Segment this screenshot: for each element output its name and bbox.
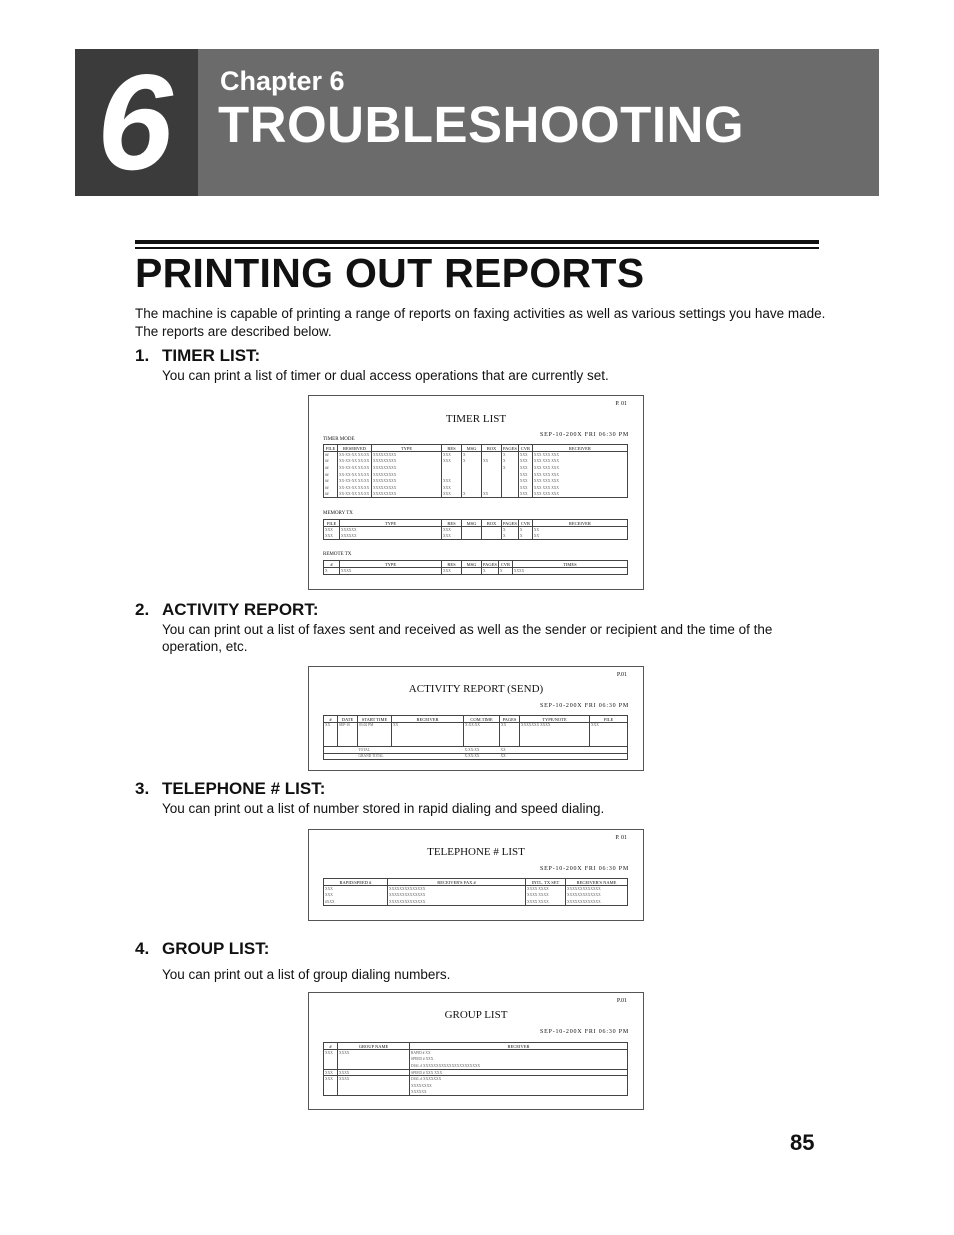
table-cell: SPEED # XXX bbox=[410, 1056, 628, 1063]
table-cell: XXXXXX bbox=[410, 1089, 628, 1096]
item-description: You can print out a list of number stored in rapid dialing and speed dialing. bbox=[162, 801, 605, 816]
telephone-table bbox=[323, 878, 628, 906]
table-cell: X bbox=[462, 458, 482, 465]
report-date: SEP-10-200X FRI 06:30 PM bbox=[539, 703, 629, 709]
table-cell: XX-XX-XX XX:XX bbox=[338, 491, 372, 498]
table-row bbox=[324, 886, 628, 893]
table-cell: XXXXXX bbox=[340, 527, 442, 534]
table-cell bbox=[502, 478, 519, 485]
column-header: PAGES bbox=[503, 520, 517, 526]
item-title: GROUP LIST: bbox=[162, 939, 270, 958]
report-title: TIMER LIST bbox=[445, 413, 507, 425]
chapter-title: TROUBLESHOOTING bbox=[218, 96, 744, 153]
table-cell: SPEED # XXX XXX bbox=[410, 1069, 628, 1076]
column-header: INTL. TX SET bbox=[526, 879, 566, 886]
table-cell bbox=[324, 1082, 338, 1089]
table-cell: XXX XXX XXX bbox=[532, 484, 627, 491]
column-header: MSG bbox=[462, 445, 482, 452]
table-cell: X bbox=[324, 568, 340, 575]
table-cell: XX bbox=[532, 533, 627, 540]
table-cell: XXX bbox=[324, 886, 388, 893]
table-cell: TOTAL bbox=[358, 747, 392, 754]
table-row bbox=[324, 471, 628, 478]
table-row bbox=[324, 1050, 628, 1057]
table-cell: ## bbox=[324, 491, 338, 498]
table-row bbox=[324, 723, 628, 747]
report-title: ACTIVITY REPORT (SEND) bbox=[408, 683, 544, 695]
table-row bbox=[324, 1056, 628, 1063]
table-cell bbox=[482, 533, 502, 540]
report-date: SEP-10-200X FRI 06:30 PM bbox=[539, 1029, 629, 1035]
table-cell: XX-XX-XX XX:XX bbox=[338, 484, 372, 491]
table-row bbox=[324, 899, 628, 906]
table-cell bbox=[442, 471, 462, 478]
table-cell: XXXX bbox=[338, 1050, 410, 1057]
column-header: TYPE bbox=[340, 520, 442, 527]
table-row bbox=[324, 1082, 628, 1089]
table-cell: XXX bbox=[442, 491, 462, 498]
report-title: TELEPHONE # LIST bbox=[427, 846, 525, 858]
table-cell: XXX XXX XXX bbox=[532, 458, 627, 465]
table-cell: XXXX XXXX bbox=[526, 899, 566, 906]
table-cell bbox=[462, 533, 482, 540]
table-cell bbox=[462, 484, 482, 491]
table-cell: X bbox=[498, 568, 512, 575]
table-cell bbox=[324, 1063, 338, 1070]
table-cell: ## bbox=[324, 478, 338, 485]
table-cell: GRAND TOTAL bbox=[358, 753, 392, 760]
table-cell: XXXX XXXX bbox=[526, 892, 566, 899]
table-cell: XXXXXXXXX bbox=[372, 465, 442, 472]
column-header: CVR bbox=[498, 561, 512, 568]
table-cell: XX-XX-XX XX:XX bbox=[338, 458, 372, 465]
table-cell: XXXXXXXXX bbox=[372, 491, 442, 498]
column-header: RES bbox=[442, 445, 462, 452]
table-row bbox=[324, 1076, 628, 1083]
column-header: CVR bbox=[518, 445, 532, 452]
column-header: TYPE bbox=[372, 445, 442, 452]
table-cell bbox=[482, 478, 502, 485]
report-page: P. 01 bbox=[615, 835, 627, 841]
table-cell: XXX bbox=[442, 533, 462, 540]
memory-tx-table bbox=[323, 519, 628, 540]
table-cell bbox=[324, 1089, 338, 1096]
column-header: MSG bbox=[462, 561, 482, 568]
table-cell: XXX bbox=[518, 465, 532, 472]
table-cell: #XXX bbox=[324, 899, 388, 906]
table-cell bbox=[482, 527, 502, 534]
table-cell: XXXXXXXX bbox=[410, 1082, 628, 1089]
table-cell: XXX bbox=[324, 892, 388, 899]
column-header: RES bbox=[442, 561, 462, 568]
table-cell: XXXX bbox=[338, 1069, 410, 1076]
table-cell: X bbox=[518, 527, 532, 534]
table-cell: XXXX bbox=[338, 1076, 410, 1083]
column-header: GROUP NAME bbox=[338, 1043, 410, 1050]
column-header: # bbox=[324, 561, 340, 568]
table-cell: XX-XX-XX XX:XX bbox=[338, 471, 372, 478]
table-cell: 03:02 PM bbox=[358, 723, 392, 747]
table-cell bbox=[462, 527, 482, 534]
table-row bbox=[324, 1063, 628, 1070]
table-row bbox=[324, 533, 628, 540]
table-cell: XX bbox=[500, 747, 520, 754]
table-cell: XXX XXX XXX bbox=[532, 452, 627, 459]
table-cell: XXX bbox=[518, 484, 532, 491]
report-page: P.01 bbox=[616, 672, 627, 678]
table-cell: XXX bbox=[324, 533, 340, 540]
column-header: MSG bbox=[462, 520, 482, 527]
table-cell: XXX XXX XXX bbox=[532, 491, 627, 498]
column-header: BOX bbox=[482, 445, 502, 452]
table-cell: XXX bbox=[442, 568, 462, 575]
table-cell: XXX bbox=[442, 484, 462, 491]
table-cell: XXX bbox=[518, 478, 532, 485]
table-cell: XXXXXXXXXXXXXX bbox=[388, 886, 526, 893]
timer-mode-label: TIMER MODE bbox=[323, 437, 355, 442]
table-row bbox=[324, 527, 628, 534]
table-cell: XXXXXXXXXXXXX bbox=[566, 899, 628, 906]
column-header: # bbox=[324, 1043, 338, 1050]
table-cell: X:XX:XX bbox=[464, 723, 500, 747]
column-header: PAGES bbox=[500, 716, 520, 723]
table-cell: X bbox=[502, 533, 519, 540]
table-cell bbox=[502, 484, 519, 491]
table-cell bbox=[482, 471, 502, 478]
table-cell: XXX bbox=[324, 527, 340, 534]
table-cell: XX bbox=[500, 753, 520, 760]
report-page: P. 01 bbox=[615, 401, 627, 407]
column-header: RECEIVER'S NAME bbox=[566, 879, 628, 886]
column-header: DATE bbox=[338, 716, 358, 723]
table-cell: XXX bbox=[442, 478, 462, 485]
column-header: RECEIVER'S FAX # bbox=[388, 879, 526, 886]
table-cell: XX-XX-XX XX:XX bbox=[338, 465, 372, 472]
table-cell bbox=[462, 471, 482, 478]
table-cell: XXX XXX XXX bbox=[532, 478, 627, 485]
table-cell bbox=[462, 568, 482, 575]
column-header: FILE bbox=[590, 716, 628, 723]
section-rule bbox=[135, 240, 819, 244]
column-header: TYPE bbox=[340, 561, 442, 568]
table-cell: XXXXXXXXX bbox=[372, 471, 442, 478]
column-header: BOX bbox=[482, 520, 502, 527]
column-header: RESERVED bbox=[338, 445, 372, 452]
table-cell: X bbox=[502, 465, 519, 472]
memory-tx-label: MEMORY TX bbox=[323, 511, 353, 516]
table-cell bbox=[520, 753, 590, 760]
item-number: 2. bbox=[135, 600, 150, 619]
table-cell: XX bbox=[482, 458, 502, 465]
table-cell: XXXXXXXXX bbox=[372, 452, 442, 459]
chapter-title-box bbox=[198, 49, 879, 196]
table-cell: ## bbox=[324, 484, 338, 491]
total-row bbox=[324, 753, 628, 760]
table-cell: XXXXXXXXXXXXXX bbox=[388, 892, 526, 899]
item-heading-telephone-list bbox=[135, 779, 325, 799]
table-cell: XXX bbox=[324, 1050, 338, 1057]
section-rule-thin bbox=[135, 247, 819, 249]
column-header: RES bbox=[442, 520, 462, 527]
table-row bbox=[324, 892, 628, 899]
column-header: FILE bbox=[324, 445, 338, 452]
total-row bbox=[324, 747, 628, 754]
item-description: You can print out a list of faxes sent and received as well as the sender or recipient and the time of the operation, etc. bbox=[162, 622, 773, 654]
item-title: TIMER LIST: bbox=[162, 346, 261, 365]
table-cell bbox=[338, 753, 358, 760]
table-cell: XXX bbox=[442, 458, 462, 465]
group-table bbox=[323, 1042, 628, 1096]
table-cell bbox=[502, 471, 519, 478]
timer-list-report bbox=[308, 395, 644, 590]
table-cell: X bbox=[518, 533, 532, 540]
telephone-list-report bbox=[308, 829, 644, 921]
table-cell: X bbox=[462, 452, 482, 459]
table-cell: ## bbox=[324, 465, 338, 472]
table-cell: XXXX XXXX bbox=[526, 886, 566, 893]
table-cell: XX bbox=[482, 491, 502, 498]
table-cell bbox=[338, 1089, 410, 1096]
table-row bbox=[324, 568, 628, 575]
table-cell: ## bbox=[324, 452, 338, 459]
table-cell: XXX bbox=[324, 1069, 338, 1076]
column-header: RECEIVER bbox=[532, 520, 627, 527]
column-header: RAPID/SPEED # bbox=[324, 879, 388, 886]
table-cell: XXXXXXXXX bbox=[372, 458, 442, 465]
table-cell: XXX bbox=[518, 491, 532, 498]
column-header: COM.TIME bbox=[464, 716, 500, 723]
table-cell: XXXXXXX XXXX bbox=[520, 723, 590, 747]
column-header: START TIME bbox=[358, 716, 392, 723]
column-header: FILE bbox=[324, 520, 340, 527]
table-cell: X bbox=[502, 458, 519, 465]
table-cell bbox=[520, 747, 590, 754]
table-cell bbox=[482, 484, 502, 491]
column-header: # bbox=[324, 716, 338, 723]
table-row bbox=[324, 452, 628, 459]
section-title: PRINTING OUT REPORTS bbox=[135, 250, 645, 296]
table-cell: X bbox=[502, 527, 519, 534]
activity-table bbox=[323, 715, 628, 760]
table-cell bbox=[338, 747, 358, 754]
table-cell: XX-XX-XX XX:XX bbox=[338, 452, 372, 459]
item-title: TELEPHONE # LIST: bbox=[162, 779, 326, 798]
table-cell: XXX bbox=[518, 452, 532, 459]
table-cell: XXX bbox=[442, 452, 462, 459]
table-cell: DIAL # XXXXXXX bbox=[410, 1076, 628, 1083]
table-cell: XXXXXXXXXXXXX bbox=[566, 886, 628, 893]
table-row bbox=[324, 1089, 628, 1096]
column-header: RECEIVER bbox=[410, 1043, 628, 1050]
remote-tx-table bbox=[323, 560, 628, 575]
report-date: SEP-10-200X FRI 06:30 PM bbox=[539, 866, 629, 872]
table-cell: XX bbox=[500, 723, 520, 747]
table-cell bbox=[392, 753, 464, 760]
table-cell bbox=[338, 1082, 410, 1089]
table-cell: XXX bbox=[518, 458, 532, 465]
table-cell: XXX bbox=[590, 723, 628, 747]
table-cell: X bbox=[502, 452, 519, 459]
report-date: SEP-10-200X FRI 06:30 PM bbox=[539, 432, 629, 438]
table-cell bbox=[392, 747, 464, 754]
table-cell: XX bbox=[532, 527, 627, 534]
column-header: CVR bbox=[518, 520, 532, 527]
remote-tx-label: REMOTE TX bbox=[323, 552, 352, 557]
column-header: TYPE/NOTE bbox=[520, 716, 590, 723]
item-description: You can print out a list of group dialing numbers. bbox=[162, 967, 451, 982]
chapter-number-box bbox=[75, 46, 198, 198]
table-cell: XXXXXXXXXXXXX bbox=[566, 892, 628, 899]
table-cell: XXX bbox=[518, 471, 532, 478]
chapter-banner bbox=[75, 46, 879, 198]
table-row bbox=[324, 1069, 628, 1076]
table-cell: X:XX:XX bbox=[464, 747, 500, 754]
table-cell bbox=[442, 465, 462, 472]
table-row bbox=[324, 465, 628, 472]
table-cell bbox=[462, 478, 482, 485]
activity-report bbox=[308, 666, 644, 771]
table-row bbox=[324, 478, 628, 485]
item-heading-activity-report bbox=[135, 600, 318, 620]
table-cell: X:XX:XX bbox=[464, 753, 500, 760]
table-cell: ## bbox=[324, 471, 338, 478]
table-cell bbox=[324, 1056, 338, 1063]
group-list-report bbox=[308, 992, 644, 1110]
table-row bbox=[324, 484, 628, 491]
table-cell: X bbox=[462, 491, 482, 498]
table-cell: XX bbox=[392, 723, 464, 747]
table-cell bbox=[338, 1063, 410, 1070]
table-cell bbox=[482, 465, 502, 472]
column-header: PAGES bbox=[483, 561, 497, 567]
table-cell: XXXXXXXXX bbox=[372, 478, 442, 485]
table-cell: XX-XX-XX XX:XX bbox=[338, 478, 372, 485]
report-title: GROUP LIST bbox=[444, 1009, 508, 1021]
table-cell: XXX XXX XXX bbox=[532, 465, 627, 472]
table-cell: XXXXXXXXXXXXXX bbox=[388, 899, 526, 906]
table-cell bbox=[324, 747, 338, 754]
table-cell: XXX XXX XXX bbox=[532, 471, 627, 478]
item-title: ACTIVITY REPORT: bbox=[162, 600, 319, 619]
item-heading-group-list bbox=[135, 939, 269, 959]
column-header: PAGES bbox=[503, 445, 517, 451]
column-header: TIMES bbox=[512, 561, 627, 568]
table-cell: RAPID # XX bbox=[410, 1050, 628, 1057]
table-cell bbox=[324, 753, 338, 760]
item-number: 3. bbox=[135, 779, 150, 798]
table-cell: XXXXXXXXX bbox=[372, 484, 442, 491]
item-heading-timer-list bbox=[135, 346, 260, 366]
chapter-label: Chapter 6 bbox=[220, 66, 345, 96]
section-intro: The machine is capable of printing a range of reports on faxing activities as well as various settings you have made. The reports are described below. bbox=[135, 306, 826, 339]
item-number: 4. bbox=[135, 939, 150, 958]
item-number: 1. bbox=[135, 346, 150, 365]
table-cell: ## bbox=[324, 458, 338, 465]
table-cell: XXXXXX bbox=[340, 533, 442, 540]
table-cell bbox=[590, 753, 628, 760]
table-row bbox=[324, 491, 628, 498]
table-cell: X bbox=[482, 568, 499, 575]
table-cell: XXXX bbox=[512, 568, 627, 575]
timer-mode-table bbox=[323, 444, 628, 498]
table-cell bbox=[502, 491, 519, 498]
table-cell: DIAL # XXXXXXXXXXXXXXXXXXXXXX bbox=[410, 1063, 628, 1070]
table-cell: XXX bbox=[442, 527, 462, 534]
table-cell: XX bbox=[324, 723, 338, 747]
table-cell bbox=[462, 465, 482, 472]
table-cell: XXX bbox=[324, 1076, 338, 1083]
table-cell: SEP-10 bbox=[338, 723, 358, 747]
page-number: 85 bbox=[790, 1130, 815, 1155]
chapter-number: 6 bbox=[97, 46, 173, 198]
table-cell bbox=[482, 452, 502, 459]
column-header: RECEIVER bbox=[532, 445, 627, 452]
table-cell bbox=[338, 1056, 410, 1063]
item-description: You can print a list of timer or dual access operations that are currently set. bbox=[162, 368, 609, 383]
report-page: P.01 bbox=[616, 998, 627, 1004]
table-cell: XXXX bbox=[340, 568, 442, 575]
table-cell bbox=[590, 747, 628, 754]
table-row bbox=[324, 458, 628, 465]
column-header: RECEIVER bbox=[392, 716, 464, 723]
